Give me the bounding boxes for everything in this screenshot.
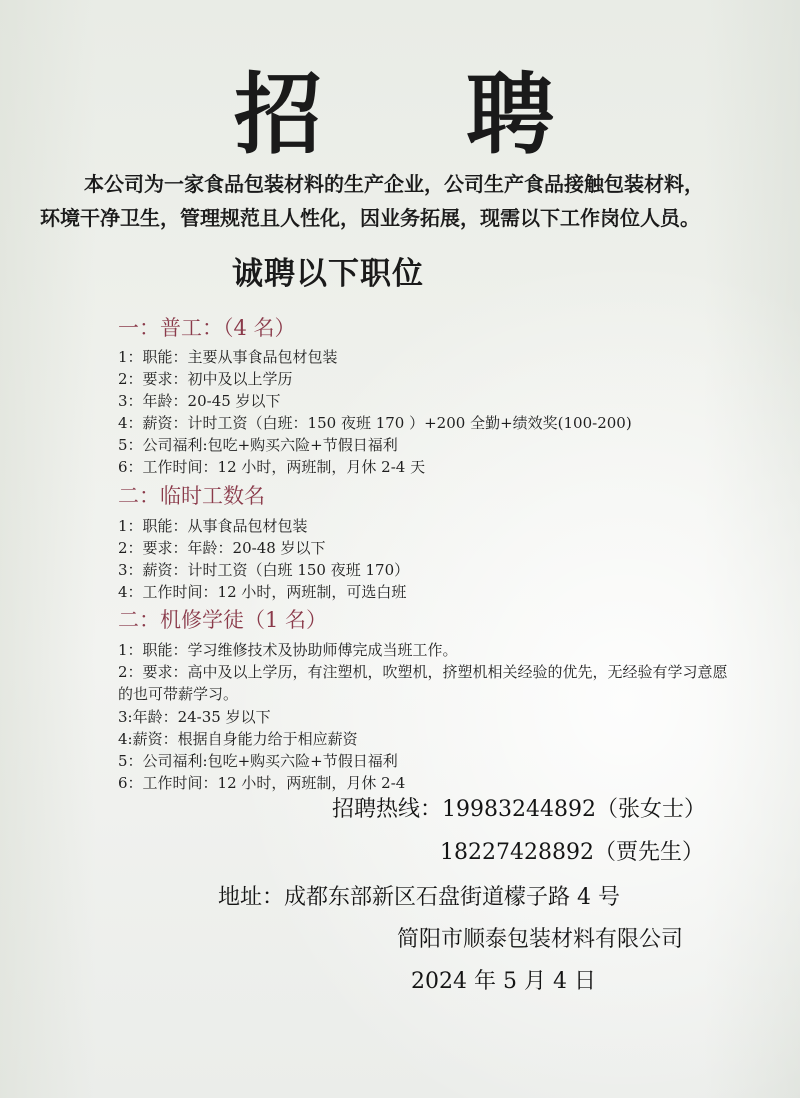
section-2-line-2: 2：要求：年龄：20-48 岁以下	[118, 539, 326, 557]
section-3-title: 二：机修学徒（1 名）	[118, 608, 328, 632]
intro-line-2: 环境干净卫生，管理规范且人性化，因业务拓展，现需以下工作岗位人员。	[40, 206, 700, 230]
section-2-line-4: 4：工作时间：12 小时，两班制，可选白班	[118, 583, 407, 601]
section-1-title: 一：普工：（4 名）	[118, 316, 296, 340]
company-name: 简阳市顺泰包装材料有限公司	[397, 927, 684, 952]
section-3-line-5: 5：公司福利:包吃+购买六险+节假日福利	[118, 752, 398, 770]
section-1-line-3: 3：年龄：20-45 岁以下	[118, 392, 281, 410]
hotline-1: 招聘热线：19983244892（张女士）	[332, 797, 706, 822]
section-3-line-6: 6：工作时间：12 小时，两班制，月休 2-4	[118, 774, 406, 792]
title-char-2: 聘	[466, 62, 555, 166]
intro-line-1: 本公司为一家食品包装材料的生产企业，公司生产食品接触包装材料，	[84, 172, 704, 196]
section-1-line-1: 1：职能：主要从事食品包材包装	[118, 348, 338, 366]
section-3-line-3: 3:年龄：24-35 岁以下	[118, 708, 271, 726]
section-3-line-4: 4:薪资：根据自身能力给于相应薪资	[118, 730, 358, 748]
section-1-line-4: 4：薪资：计时工资（白班：150 夜班 170 ）+200 全勤+绩效奖(100-200)	[118, 414, 632, 432]
section-2-line-3: 3：薪资：计时工资（白班 150 夜班 170）	[118, 561, 410, 579]
section-3-line-2: 2：要求：高中及以上学历，有注塑机，吹塑机，挤塑机相关经验的优先，无经验有学习意愿	[118, 663, 728, 681]
section-1-line-2: 2：要求：初中及以上学历	[118, 370, 293, 388]
section-2-line-1: 1：职能：从事食品包材包装	[118, 517, 308, 535]
section-1-line-5: 5：公司福利:包吃+购买六险+节假日福利	[118, 436, 398, 454]
section-3-line-2-cont: 的也可带薪学习。	[118, 685, 239, 703]
section-3-line-1: 1：职能：学习维修技术及协助师傅完成当班工作。	[118, 641, 458, 659]
date: 2024 年 5 月 4 日	[411, 969, 596, 994]
positions-heading: 诚聘以下职位	[232, 256, 424, 292]
section-1-line-6: 6：工作时间：12 小时，两班制，月休 2-4 天	[118, 458, 426, 476]
section-2-title: 二：临时工数名	[118, 484, 265, 508]
address: 地址：成都东部新区石盘街道檬子路 4 号	[218, 885, 620, 910]
hotline-2: 18227428892（贾先生）	[440, 840, 704, 865]
title-char-1: 招	[234, 62, 323, 166]
